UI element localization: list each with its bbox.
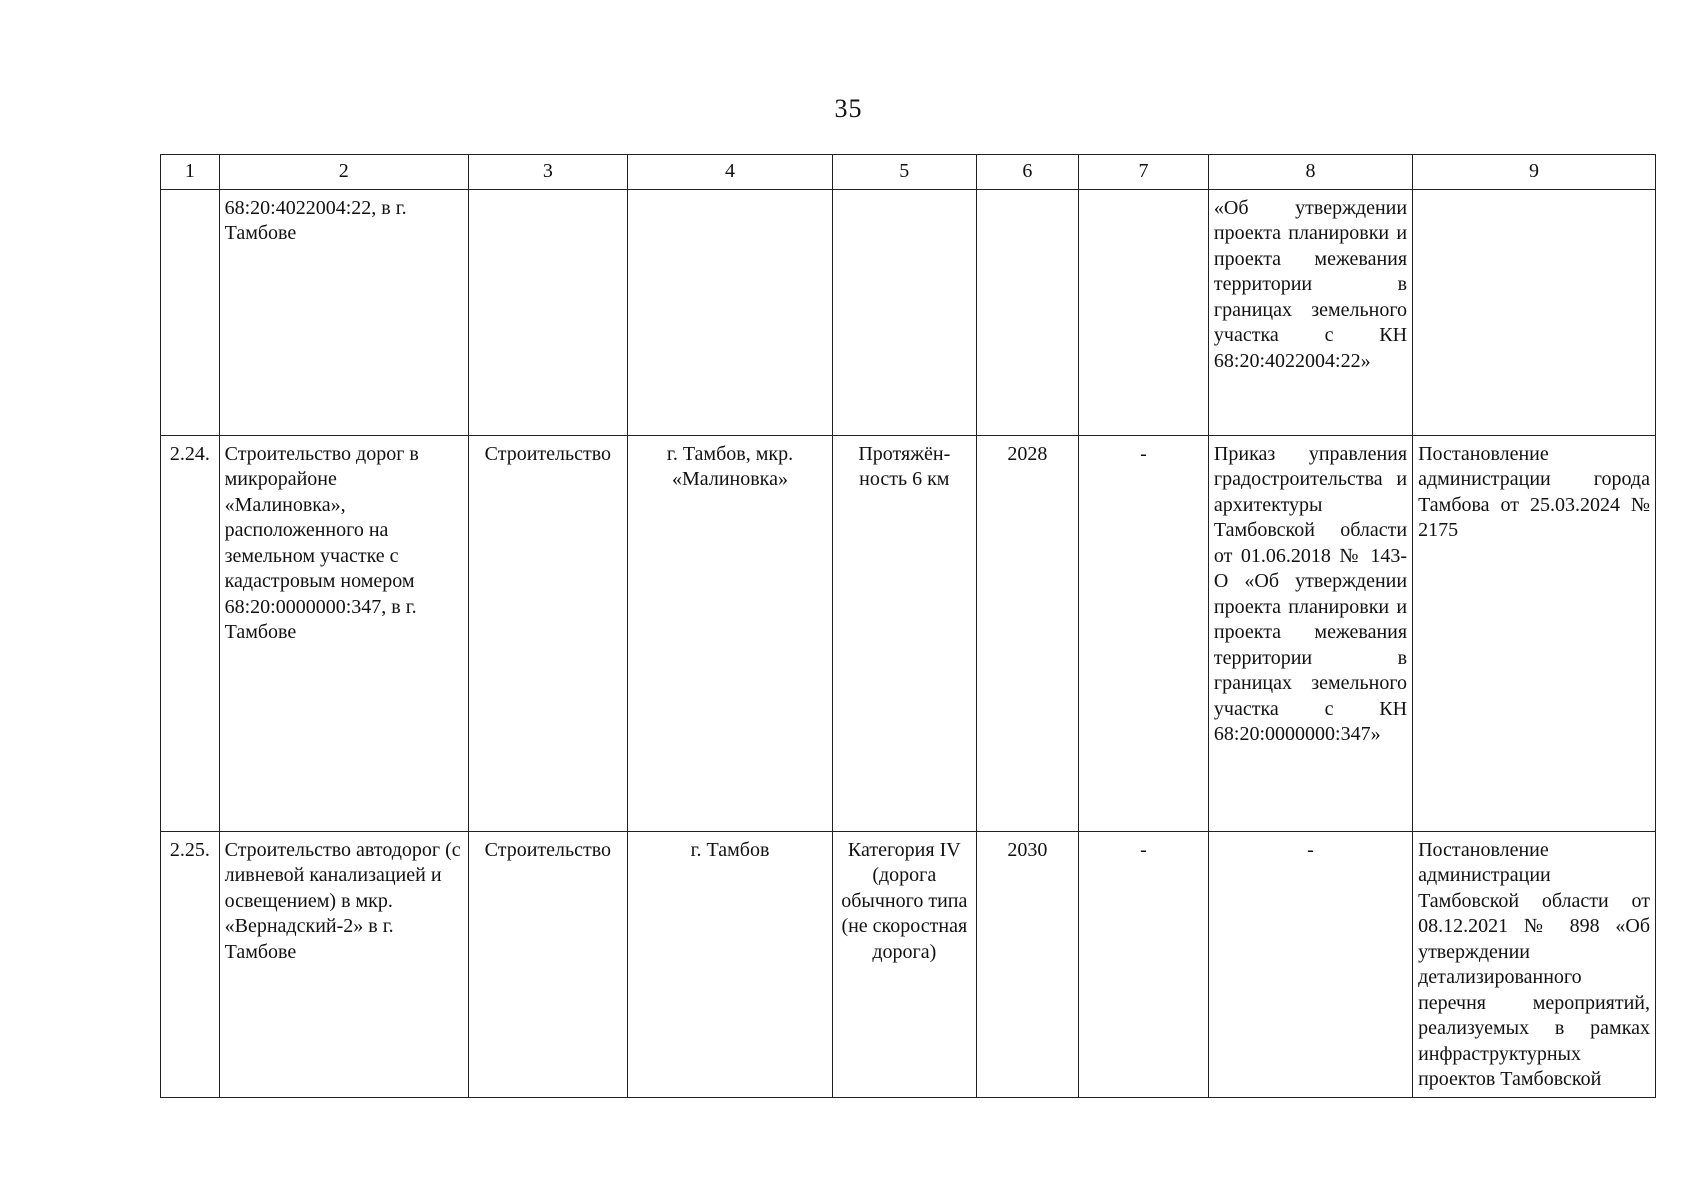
cell-year: 2030 (976, 831, 1079, 1097)
cell-characteristics: Категория IV (дорога обычного типа (не скоростная дорога) (833, 831, 976, 1097)
cell-characteristics (833, 189, 976, 435)
column-header: 3 (468, 155, 627, 190)
column-header: 7 (1079, 155, 1209, 190)
cell-location (627, 189, 832, 435)
column-header: 8 (1208, 155, 1412, 190)
cell-year (976, 189, 1079, 435)
cell-column-7 (1079, 189, 1209, 435)
column-header: 6 (976, 155, 1079, 190)
cell-planning-document: - (1208, 831, 1412, 1097)
cell-planning-document: «Об утверждении проекта планировки и проекта межевания территории в границах земельного участка с КН 68:20:4022004:22» (1208, 189, 1412, 435)
table-header-row (161, 155, 1656, 190)
cell-location: г. Тамбов, мкр. «Малиновка» (627, 435, 832, 831)
cell-work-type (468, 189, 627, 435)
column-header: 2 (219, 155, 468, 190)
cell-work-type: Строительство (468, 435, 627, 831)
column-header: 1 (161, 155, 220, 190)
column-header: 9 (1413, 155, 1656, 190)
cell-column-7: - (1079, 831, 1209, 1097)
cell-object-name: Строительство автодорог (с ливневой канализацией и освещением) в мкр. «Вернадский-2» в г. Тамбове (219, 831, 468, 1097)
cell-regulation (1413, 189, 1656, 435)
cell-planning-document: Приказ управления градостроительства и архитектуры Тамбовской области от 01.06.2018 № 143-О «Об утверждении проекта планировки и проекта межевания территории в границах земельного участка с КН 68:20:0000000:347» (1208, 435, 1412, 831)
column-header: 5 (833, 155, 976, 190)
table-row (161, 189, 1656, 435)
table-row (161, 435, 1656, 831)
cell-item-number: 2.25. (161, 831, 220, 1097)
column-header: 4 (627, 155, 832, 190)
cell-regulation: Постановление администрации Тамбовской области от 08.12.2021 № 898 «Об утверждении детализированного перечня мероприятий, реализуемых в рамках инфраструктурных проектов Тамбовской (1413, 831, 1656, 1097)
cell-item-number: 2.24. (161, 435, 220, 831)
cell-object-name: Строительство дорог в микрорайоне «Малиновка», расположенного на земельном участке с кадастровым номером 68:20:0000000:347, в г. Тамбове (219, 435, 468, 831)
cell-work-type: Строительство (468, 831, 627, 1097)
document-table (160, 154, 1656, 1098)
table-row (161, 831, 1656, 1097)
page-number: 35 (834, 94, 863, 123)
cell-characteristics: Протяжён-ность 6 км (833, 435, 976, 831)
cell-column-7: - (1079, 435, 1209, 831)
cell-year: 2028 (976, 435, 1079, 831)
cell-item-number (161, 189, 220, 435)
cell-regulation: Постановление администрации города Тамбова от 25.03.2024 № 2175 (1413, 435, 1656, 831)
cell-location: г. Тамбов (627, 831, 832, 1097)
cell-object-name: 68:20:4022004:22, в г. Тамбове (219, 189, 468, 435)
